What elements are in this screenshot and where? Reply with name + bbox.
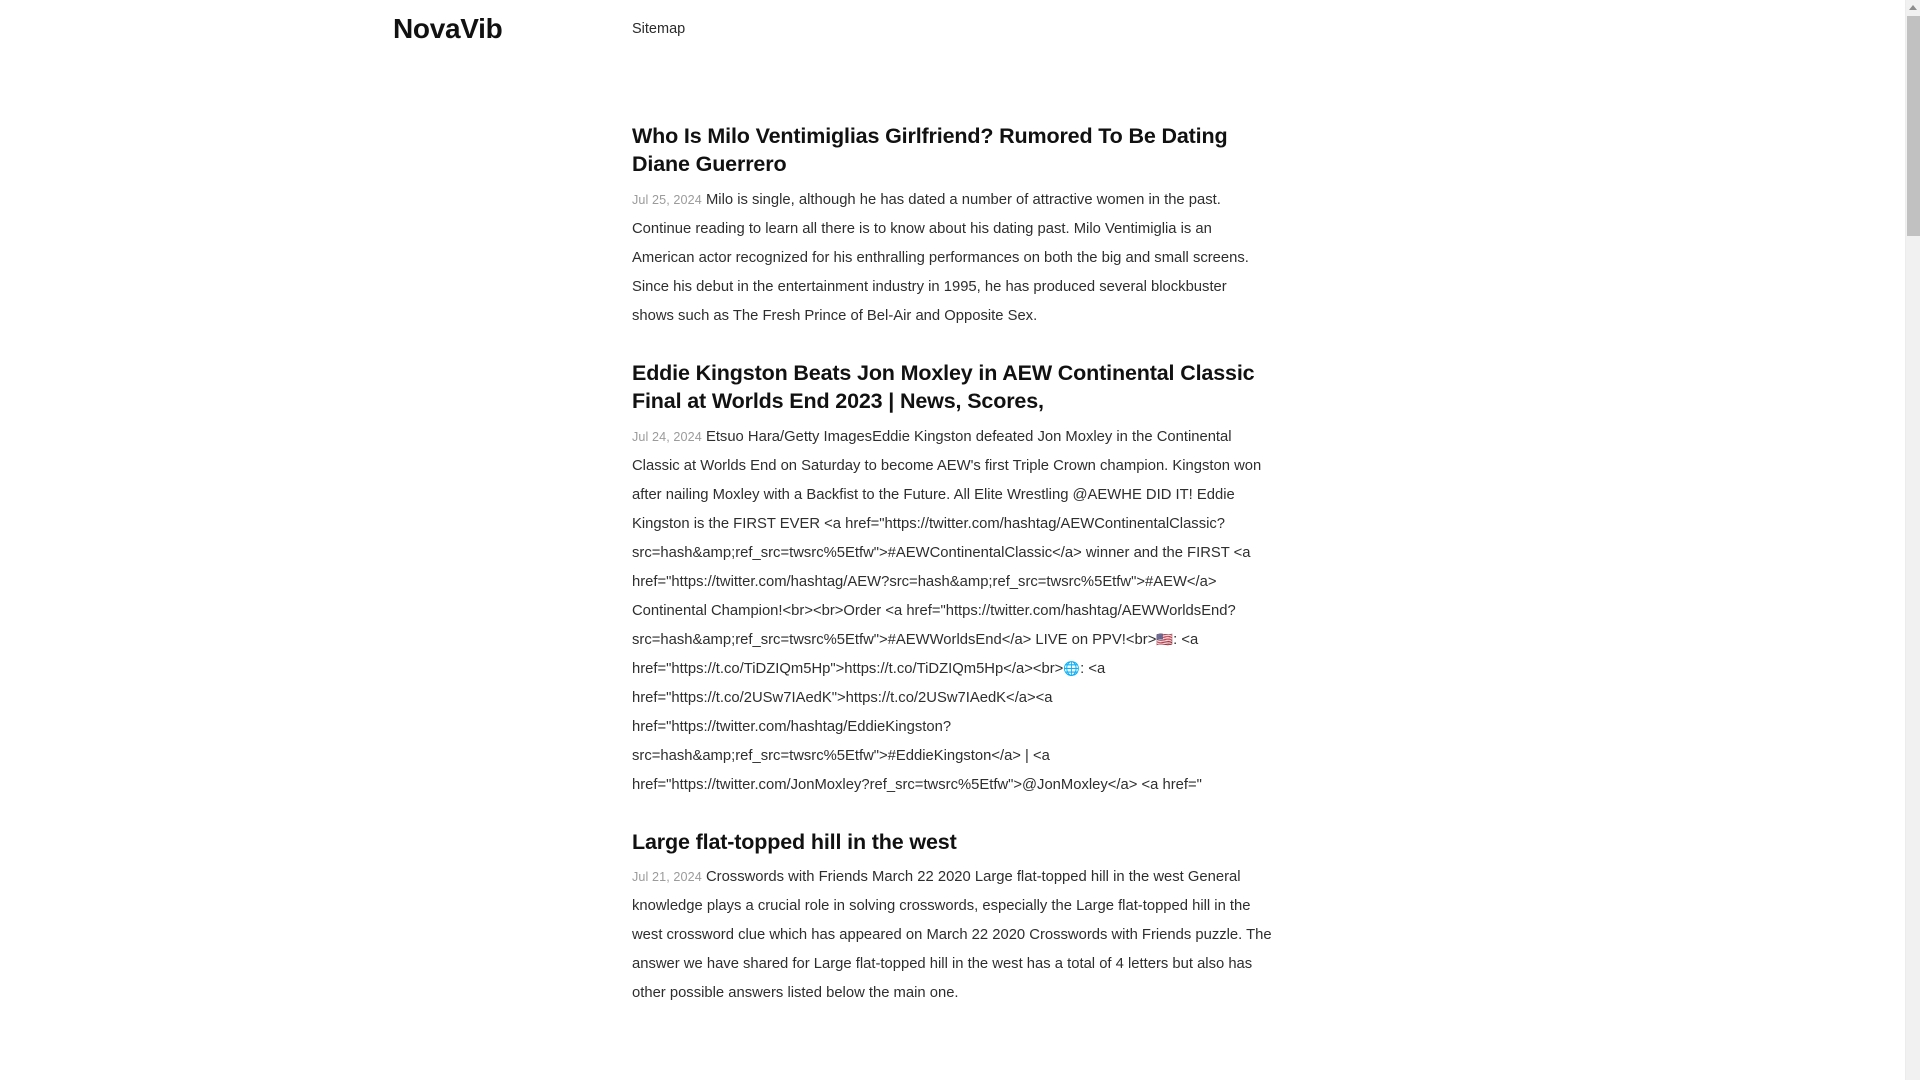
article-date: Jul 24, 2024: [632, 429, 702, 444]
article-excerpt-text: Crosswords with Friends March 22 2020 Large flat-topped hill in the west General knowledge plays a crucial role in solving crosswords, especially the Large flat-topped hill in the west crossword clue which has appeared on March 22 2020 Crosswords with Friends puzzle. The answer we have shared for Large flat-topped hill in the west has a total of 4 letters but also has other possible answers listed below the main one.: [632, 868, 1276, 1001]
article-title-link[interactable]: Large flat-topped hill in the west: [632, 829, 957, 854]
site-header: [0, 0, 1905, 58]
article-title-link[interactable]: Who Is Milo Ventimiglias Girlfriend? Rumored To Be Dating Diane Guerrero: [632, 124, 1228, 177]
article-excerpt: [632, 186, 1272, 331]
article-list: [632, 122, 1276, 1008]
article-date: Jul 21, 2024: [632, 869, 702, 884]
article-excerpt: [632, 863, 1276, 1008]
article-item: [632, 359, 1272, 800]
nav-link-sitemap[interactable]: Sitemap: [632, 21, 686, 37]
article-excerpt-text-part1: Etsuo Hara/Getty ImagesEddie Kingston defeated Jon Moxley in the Continental Classic at Worlds End on Saturday to become AEW's first Triple Crown champion. Kingston won after nailing Moxley with a Backfist to the Future. All Elite Wrestling @AEWHE DID IT! Eddie Kingston is the FIRST EVER <a href="https://twitter.com/hashtag/AEWContinentalClassic?src=hash&amp;ref_src=twsrc%5Etfw">#AEWContinentalClassic</a> winner and the FIRST <a href="https://twitter.com/hashtag/AEW?src=hash&amp;ref_src=twsrc%5Etfw">#AEW</a> Continental Champion!<br><br>Order <a href="https://twitter.com/hashtag/AEWWorldsEnd?src=hash&amp;ref_src=twsrc%5Etfw">#AEWWorldsEnd</a> LIVE on PPV!<br>: [632, 428, 1266, 648]
globe-emoji: 🌐: [1063, 660, 1081, 677]
article-date: Jul 25, 2024: [632, 192, 702, 207]
article-excerpt-text-part2: : <a href="https://t.co/TiDZIQm5Hp">https://t.co/TiDZIQm5Hp</a><br>: [632, 631, 1203, 677]
scrollbar-thumb[interactable]: [1907, 16, 1920, 236]
us-flag-emoji: 🇺🇸: [1156, 631, 1174, 648]
article-excerpt-text-part3: : <a href="https://t.co/2USw7IAedK">https://t.co/2USw7IAedK</a><a href="https://twitter.com/hashtag/EddieKingston?src=hash&amp;ref_src=twsrc%5Etfw">#EddieKingston</a> | <a href="https://twitter.com/JonMoxley?ref_src=twsrc%5Etfw">@JonMoxley</a> <a href=": [632, 660, 1202, 793]
scroll-up-arrow-icon[interactable]: [1906, 0, 1920, 15]
article-item: [632, 828, 1276, 1008]
article-title-link[interactable]: Eddie Kingston Beats Jon Moxley in AEW Continental Classic Final at Worlds End 2023 | News, Scores,: [632, 360, 1255, 414]
article-excerpt-text: Milo is single, although he has dated a number of attractive women in the past. Continue reading to learn all there is to know about his dating past. Milo Ventimiglia is an American actor recognized for his enthralling performances on both the big and small screens. Since his debut in the entertainment industry in 1995, he has produced several blockbuster shows such as The Fresh Prince of Bel-Air and Opposite Sex.: [632, 191, 1253, 324]
vertical-scrollbar[interactable]: [1905, 0, 1920, 1080]
article-item: [632, 122, 1272, 331]
site-logo[interactable]: NovaVib: [393, 13, 503, 44]
main-navigation: [632, 20, 685, 39]
article-excerpt: [632, 423, 1272, 800]
